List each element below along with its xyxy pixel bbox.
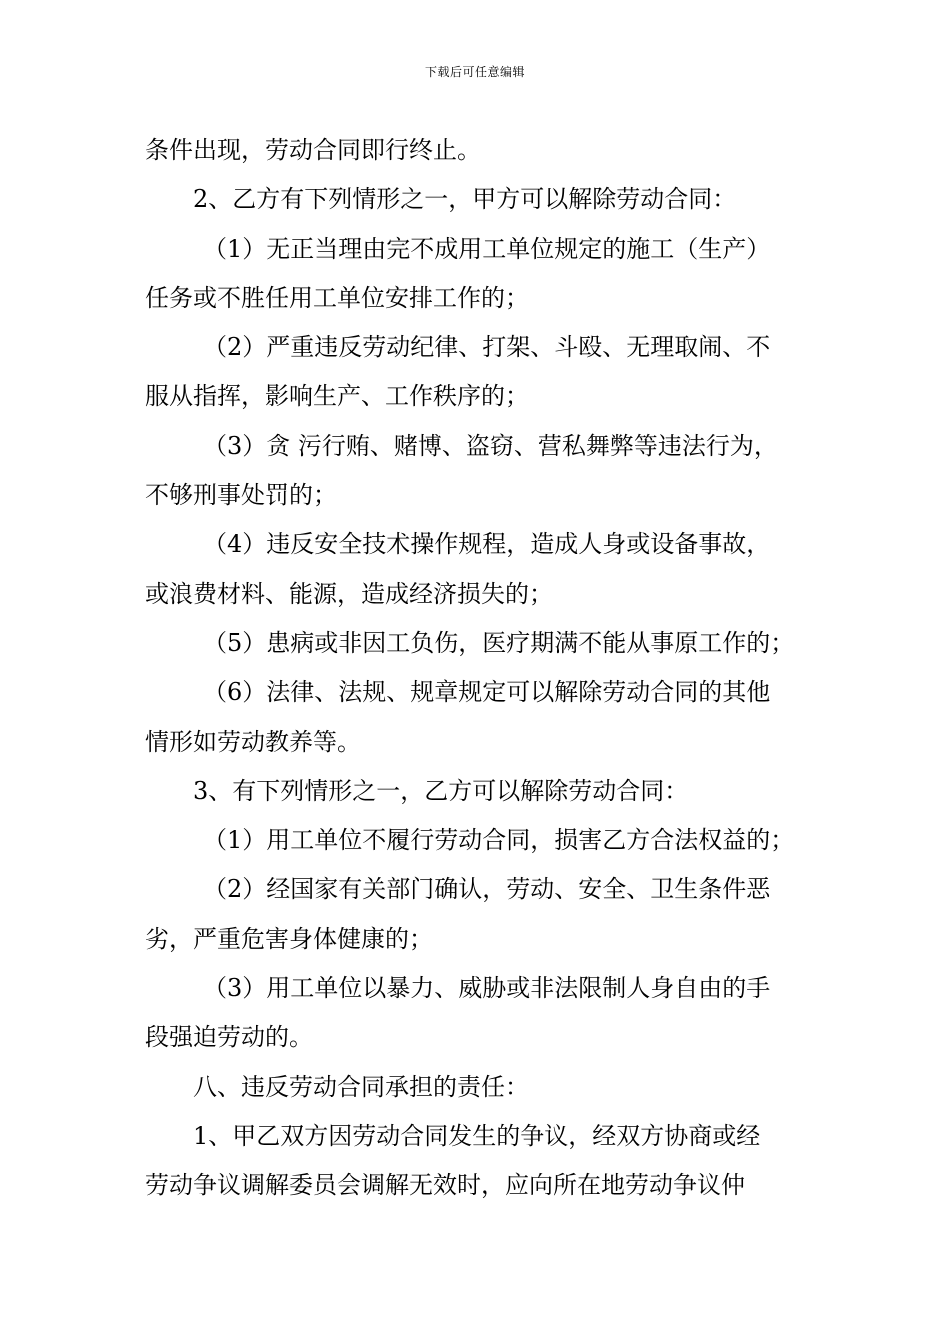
paragraph-line: （3）贪 污行贿、赌博、盗窃、营私舞弊等违法行为，: [203, 431, 778, 460]
paragraph-line: 八、违反劳动合同承担的责任：: [193, 1072, 529, 1101]
document-body: [145, 126, 820, 1211]
paragraph-line: 或浪费材料、能源，造成经济损失的；: [145, 579, 553, 608]
paragraph-line: 劣，严重危害身体健康的；: [145, 924, 433, 953]
paragraph-line: （2）严重违反劳动纪律、打架、斗殴、无理取闹、不: [203, 333, 771, 362]
paragraph-line: （4）违反安全技术操作规程，造成人身或设备事故，: [203, 530, 771, 559]
paragraph-line: 3、有下列情形之一，乙方可以解除劳动合同：: [193, 776, 689, 805]
paragraph-line: 2、乙方有下列情形之一，甲方可以解除劳动合同：: [193, 185, 737, 214]
paragraph-line: （2）经国家有关部门确认，劳动、安全、卫生条件恶: [203, 875, 771, 904]
paragraph-line: 段强迫劳动的。: [145, 1023, 313, 1052]
paragraph-line: （3）用工单位以暴力、威胁或非法限制人身自由的手: [203, 974, 771, 1003]
paragraph-line: （6）法律、法规、规章规定可以解除劳动合同的其他: [203, 678, 771, 707]
paragraph-line: 服从指挥，影响生产、工作秩序的；: [145, 382, 529, 411]
paragraph-line: 1、甲乙双方因劳动合同发生的争议，经双方协商或经: [193, 1121, 761, 1150]
page-header: 下载后可任意编辑: [424, 65, 525, 79]
paragraph-line: 不够刑事处罚的；: [145, 481, 337, 510]
paragraph-line: 条件出现，劳动合同即行终止。: [145, 136, 481, 164]
paragraph-line: 情形如劳动教养等。: [145, 727, 361, 756]
paragraph-line: （1）无正当理由完不成用工单位规定的施工（生产）: [203, 234, 771, 263]
paragraph-line: 任务或不胜任用工单位安排工作的；: [145, 283, 529, 312]
paragraph-line: （1）用工单位不履行劳动合同，损害乙方合法权益的；: [203, 826, 795, 855]
paragraph-line: 劳动争议调解委员会调解无效时，应向所在地劳动争议仲: [145, 1171, 745, 1200]
paragraph-line: （5）患病或非因工负伤，医疗期满不能从事原工作的；: [203, 628, 795, 657]
